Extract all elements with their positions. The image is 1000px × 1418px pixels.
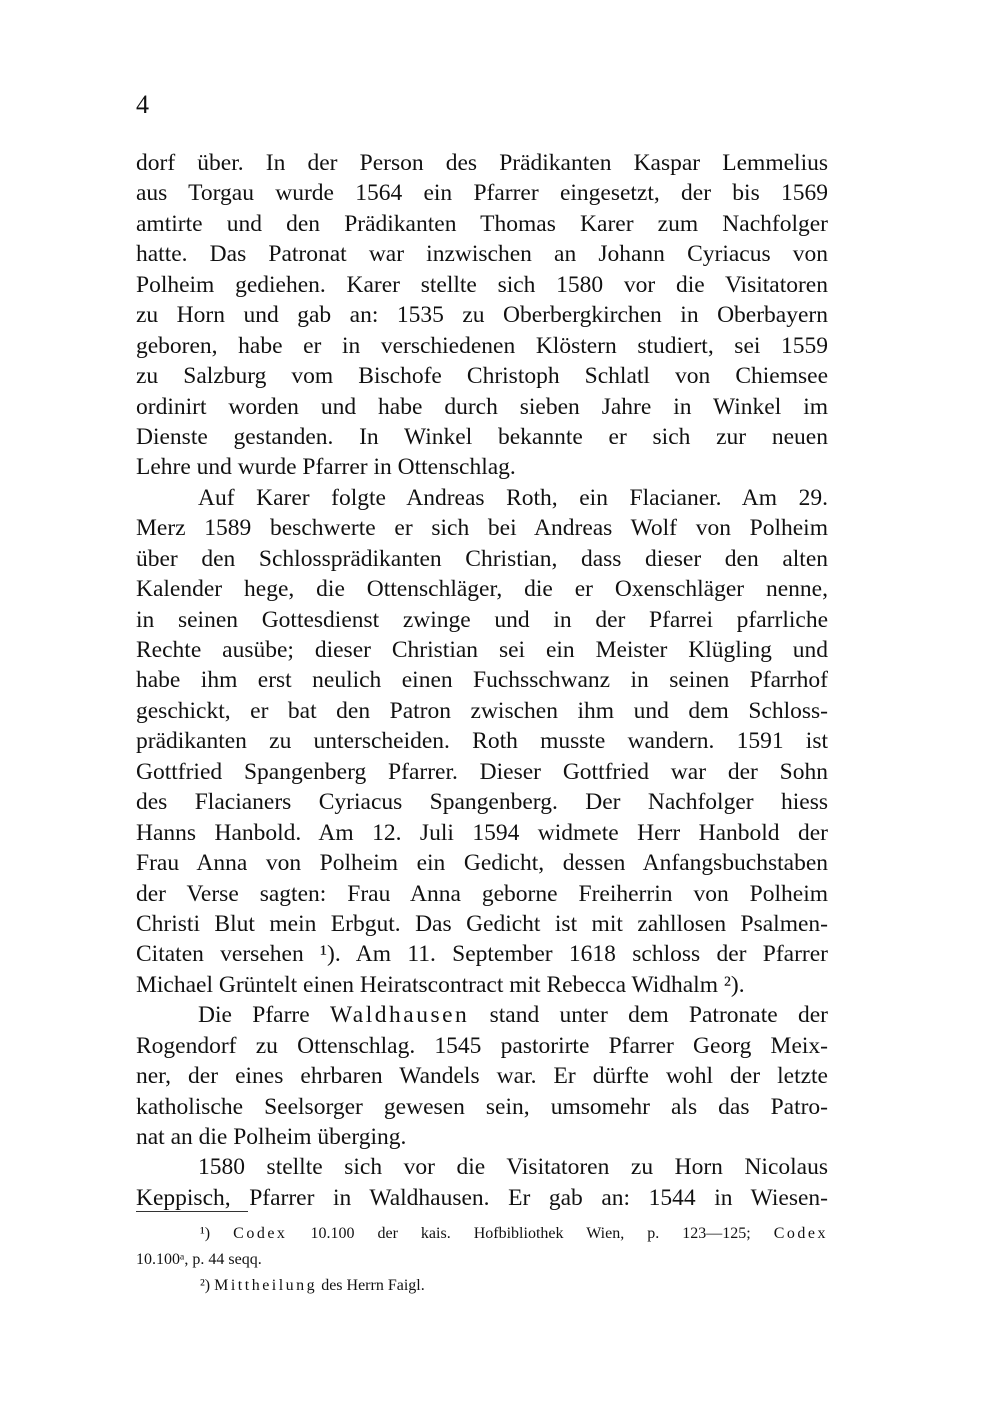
text-line: Polheim gediehen. Karer stellte sich 1580 vor die Visitatoren: [136, 271, 828, 298]
text-line: zu Salzburg vom Bischofe Christoph Schlatl von Chiemsee: [136, 363, 828, 390]
text-line: ner, der eines ehrbaren Wandels war. Er dürfte wohl der letzte: [136, 1063, 828, 1090]
text-line: amtirte und den Prädikanten Thomas Karer zum Nachfolger: [136, 210, 828, 237]
footnote-text: des Herrn Faigl.: [321, 1277, 425, 1294]
text-line: Lehre und wurde Pfarrer in Ottenschlag.: [136, 454, 516, 481]
footnote-spaced-word: Mittheilung: [214, 1277, 318, 1294]
text-line: habe ihm erst neulich einen Fuchsschwanz in seinen Pfarrhof: [136, 667, 828, 694]
text-line: Rogendorf zu Ottenschlag. 1545 pastorirte Pfarrer Georg Meix-: [136, 1032, 828, 1059]
text-line: der Verse sagten: Frau Anna geborne Freiherrin von Polheim: [136, 880, 828, 907]
footnotes: [136, 1221, 828, 1299]
footnote-marker: ²): [200, 1277, 211, 1294]
text-line: geboren, habe er in verschiedenen Klöstern studiert, sei 1559: [136, 332, 828, 359]
footnote-1: [136, 1221, 828, 1247]
text-line: Frau Anna von Polheim ein Gedicht, dessen Anfangsbuchstaben: [136, 850, 828, 877]
footnote-spaced-word: Codex: [233, 1225, 288, 1242]
footnote-spaced-word: Codex: [773, 1225, 829, 1242]
text-line: [136, 1000, 828, 1030]
text-line: zu Horn und gab an: 1535 zu Oberbergkirchen in Oberbayern: [136, 302, 828, 329]
text-line: Merz 1589 beschwerte er sich bei Andreas Wolf von Polheim: [136, 515, 828, 542]
footnote-text: 10.100 der kais. Hofbibliothek Wien, p. 123—125;: [310, 1225, 751, 1242]
text-line: aus Torgau wurde 1564 ein Pfarrer eingesetzt, der bis 1569: [136, 180, 828, 207]
text-line: Citaten versehen ¹). Am 11. September 1618 schloss der Pfarrer: [136, 941, 828, 968]
text-line: geschickt, er bat den Patron zwischen ihm und dem Schloss-: [136, 697, 828, 724]
text-line: Dienste gestanden. In Winkel bekannte er sich zur neuen: [136, 423, 828, 450]
text-fragment: Die Pfarre: [198, 1002, 310, 1029]
text-line: dorf über. In der Person des Prädikanten Kaspar Lemmelius: [136, 150, 828, 176]
text-line: Michael Grüntelt einen Heiratscontract mit Rebecca Widhalm ²).: [136, 971, 745, 998]
footnote-divider: [136, 1211, 248, 1212]
text-line: Gottfried Spangenberg Pfarrer. Dieser Gottfried war der Sohn: [136, 758, 828, 785]
text-line: katholische Seelsorger gewesen sein, umsomehr als das Patro-: [136, 1093, 828, 1120]
footnote-1-continuation: 10.100ᵃ, p. 44 seqq.: [136, 1251, 262, 1268]
text-line: Hanns Hanbold. Am 12. Juli 1594 widmete Herr Hanbold der: [136, 819, 828, 846]
text-line: Christi Blut mein Erbgut. Das Gedicht ist mit zahllosen Psalmen-: [136, 910, 828, 937]
footnote-2: [136, 1273, 828, 1299]
text-fragment: stand unter dem Patronate der: [489, 1002, 828, 1029]
text-line: hatte. Das Patronat war inzwischen an Johann Cyriacus von: [136, 241, 828, 268]
body-text: [136, 148, 828, 1213]
text-line: Kalender hege, die Ottenschläger, die er Oxenschläger nenne,: [136, 576, 828, 603]
footnote-marker: ¹): [200, 1225, 211, 1242]
text-line: Keppisch, Pfarrer in Waldhausen. Er gab an: 1544 in Wiesen-: [136, 1184, 828, 1211]
text-line: Rechte ausübe; dieser Christian sei ein Meister Klügling und: [136, 637, 828, 663]
place-name-spaced: Waldhausen: [330, 1002, 470, 1029]
text-line: über den Schlossprädikanten Christian, dass dieser den alten: [136, 545, 828, 572]
text-line: prädikanten zu unterscheiden. Roth musste wandern. 1591 ist: [136, 728, 828, 755]
text-line: in seinen Gottesdienst zwinge und in der Pfarrei pfarrliche: [136, 606, 828, 633]
text-line: nat an die Polheim überging.: [136, 1124, 407, 1150]
page-number: 4: [136, 90, 149, 119]
text-line: Auf Karer folgte Andreas Roth, ein Flacianer. Am 29.: [198, 484, 828, 511]
text-line: 1580 stellte sich vor die Visitatoren zu Horn Nicolaus: [198, 1154, 828, 1181]
text-line: ordinirt worden und habe durch sieben Jahre in Winkel im: [136, 393, 828, 420]
text-line: des Flacianers Cyriacus Spangenberg. Der Nachfolger hiess: [136, 789, 828, 816]
